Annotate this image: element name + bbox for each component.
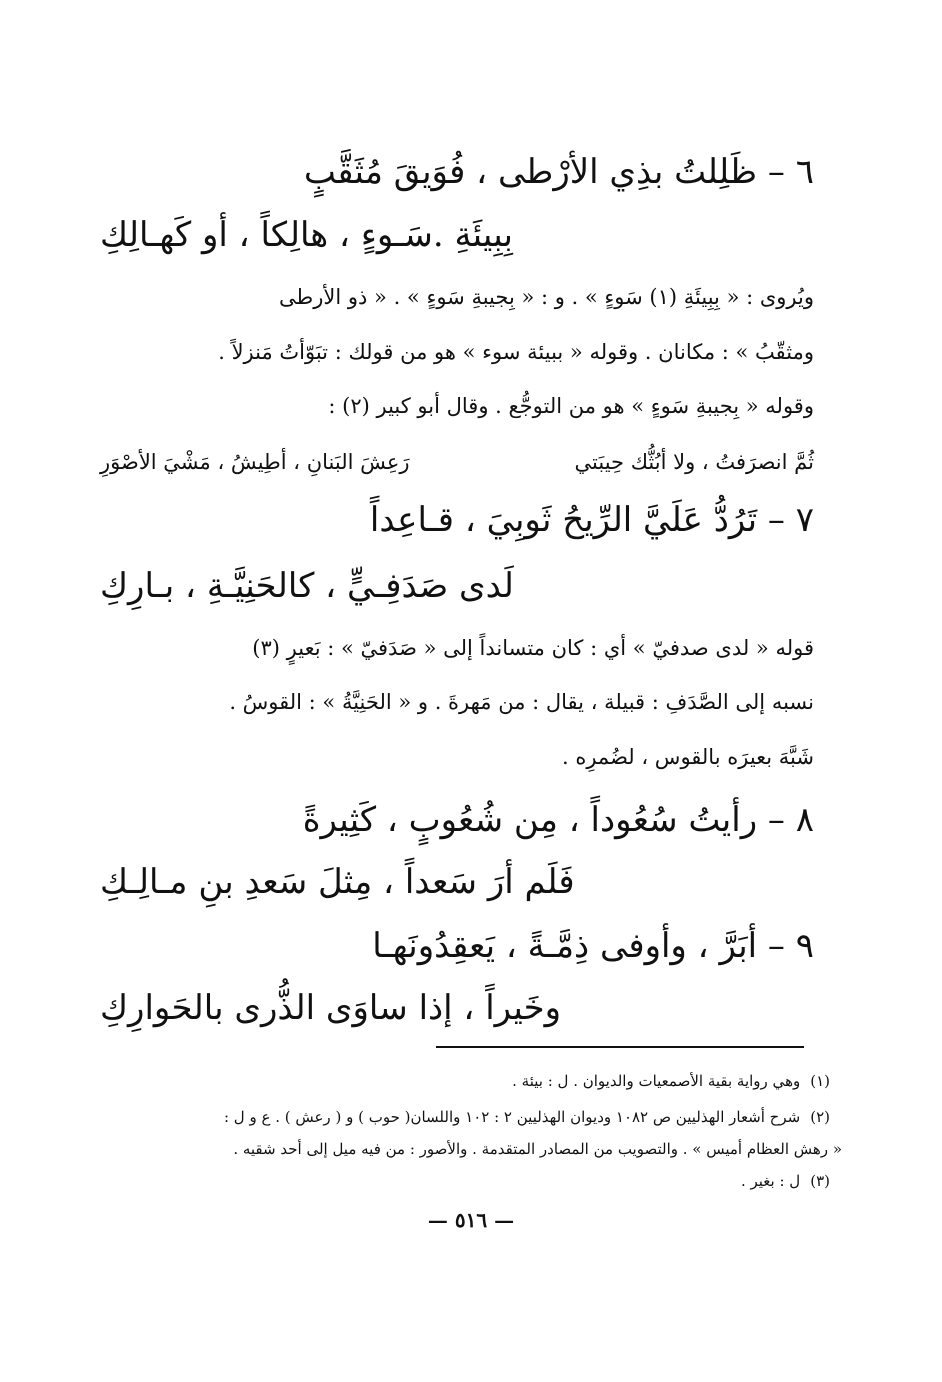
verse-8-second-hemistich: فَلَم أرَ سَعداً ، مِثلَ سَعدِ بنِ مـالِـكِ <box>100 862 575 902</box>
verse-7-second-hemistich: لَدى صَدَفِـيٍّ ، كالحَنِيَّـةِ ، بـارِكِ <box>100 566 514 606</box>
commentary-line-3: وقوله « بِجيبةِ سَوءٍ » هو من التوجُّع . وقال أبو كبير (٢) : <box>328 394 814 418</box>
footnote-number: (٣) <box>810 1172 830 1190</box>
footnote-1 <box>100 1072 830 1090</box>
footnote-text: « رهش العظام أميس » . والتصويب من المصادر المتقدمة . والأصور : من فيه ميل إلى أحد شقيه . <box>233 1140 842 1158</box>
footnote-separator <box>436 1046 804 1048</box>
quoted-verse-second-half: رَعِشَ البَنانِ ، أطِيشُ ، مَشْيَ الأصْوَرِ <box>100 450 410 474</box>
footnote-text: شرح أشعار الهذليين ص ١٠٨٢ وديوان الهذليين ٢ : ١٠٢ واللسان( حوب ) و ( رعش ) . ع و ل : <box>223 1108 801 1126</box>
quoted-verse-first-half: ثُمَّ انصرَفتُ ، ولا أبُثُّك حِيبَتي <box>574 450 814 474</box>
commentary-line-5: نسبه إلى الصَّدَفِ : قبيلة ، يقال : من مَهرةَ . و « الحَنِيَّةُ » : القوسُ . <box>229 690 814 714</box>
commentary-line-1: ويُروى : « بِبِيئَةِ (١) سَوءٍ » . و : « بِجيبةِ سَوءٍ » . « ذو الأرطى <box>279 285 814 309</box>
verse-7-first-hemistich: ٧ – تَرُدُّ عَلَيَّ الرِّيحُ ثَوبِيَ ، قـاعِداً <box>369 500 814 540</box>
footnote-2 <box>100 1108 830 1126</box>
footnote-text: ل : بغير . <box>740 1172 801 1190</box>
commentary-line-2: ومثقّبُ » : مكانان . وقوله « ببيئة سوء » هو من قولك : تبَوّأتُ مَنزلاً . <box>218 340 814 364</box>
verse-6-first-hemistich: ٦ – ظَلِلتُ بذِي الأرْطى ، فُوَيقَ مُثَقَّبٍ <box>303 152 814 192</box>
verse-9-second-hemistich: وخَيراً ، إذا ساوَى الذُّرى بالحَوارِكِ <box>100 988 562 1028</box>
footnote-3 <box>100 1172 830 1190</box>
commentary-line-6: شَبَّهَ بعيرَه بالقوس ، لضُمرِه . <box>561 745 814 769</box>
verse-9-first-hemistich: ٩ – أبَرَّ ، وأوفى ذِمَّـةً ، يَعقِدُونَهـا <box>372 926 814 966</box>
commentary-line-4: قوله « لدى صدفيّ » أي : كان متسانداً إلى « صَدَفيّ » : بَعيرٍ (٣) <box>252 636 814 660</box>
page-number: — ٥١٦ — <box>427 1208 515 1232</box>
quoted-verse <box>100 450 814 474</box>
footnote-2-continued <box>100 1140 842 1158</box>
footnote-number: (١) <box>810 1072 830 1090</box>
footnote-number: (٢) <box>810 1108 830 1126</box>
verse-6-second-hemistich: بِبِيئَةِ .سَـوءٍ ، هالِكاً ، أو كَهـالِكِ <box>100 215 513 255</box>
verse-8-first-hemistich: ٨ – رأيتُ سُعُوداً ، مِن شُعُوبٍ ، كَثِيرةً <box>302 800 814 840</box>
footnote-text: وهي رواية بقية الأصمعيات والديوان . ل : بيئة . <box>512 1072 801 1090</box>
